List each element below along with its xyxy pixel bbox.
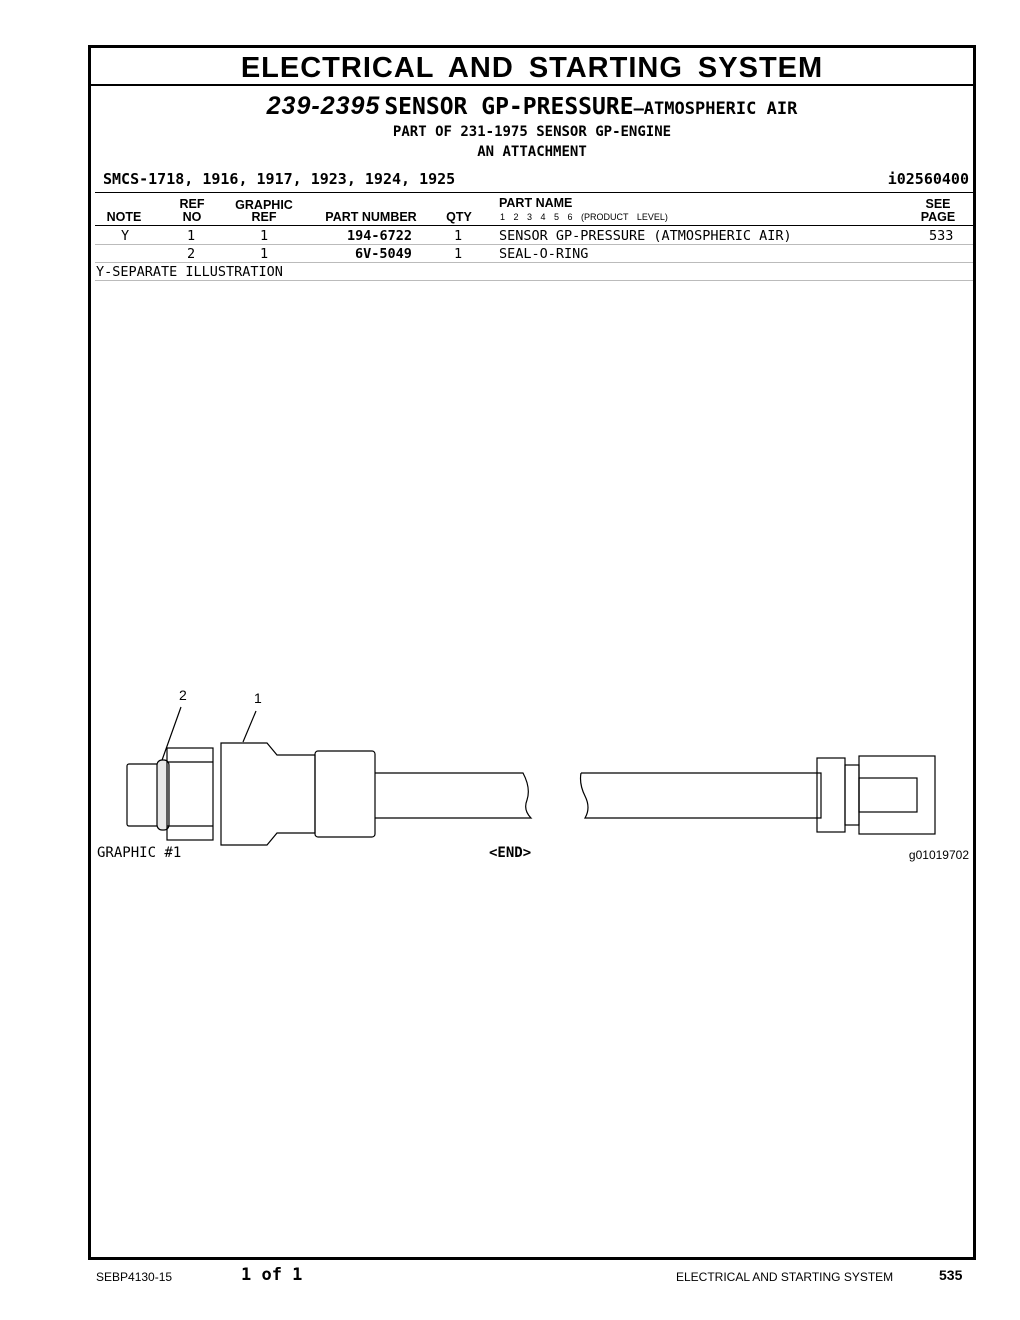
- header-see-page-2: PAGE: [920, 210, 956, 224]
- smcs-codes: SMCS-1718, 1916, 1917, 1923, 1924, 1925: [103, 170, 456, 188]
- group-heading: [91, 92, 973, 121]
- row-part-number: 6V-5049: [355, 246, 412, 262]
- attachment-line: AN ATTACHMENT: [477, 144, 587, 160]
- header-qty: QTY: [446, 210, 472, 224]
- end-label: <END>: [489, 845, 532, 861]
- divider: [95, 192, 973, 193]
- callout-2: 2: [179, 687, 187, 703]
- page-frame: [88, 45, 976, 1260]
- callout-1: 1: [254, 690, 262, 706]
- header-graphic-ref-2: REF: [251, 210, 277, 224]
- row-graphic-ref: 1: [260, 246, 269, 262]
- footer-section: ELECTRICAL AND STARTING SYSTEM: [676, 1270, 894, 1284]
- illustration-id: i02560400: [887, 170, 969, 188]
- group-part-number: 239-2395: [266, 92, 381, 120]
- row-qty: 1: [454, 246, 463, 262]
- header-graphic-ref-1: GRAPHIC: [235, 198, 293, 212]
- header-part-name: PART NAME: [499, 196, 573, 210]
- row-part-name: SENSOR GP-PRESSURE (ATMOSPHERIC AIR): [499, 228, 792, 244]
- divider: [95, 225, 973, 226]
- row-note: Y: [121, 228, 130, 244]
- footer-doc-number: SEBP4130-15: [96, 1270, 173, 1284]
- graphic-code: g01019702: [908, 848, 969, 862]
- row-see-page: 533: [929, 228, 954, 244]
- header-see-page-1: SEE: [925, 197, 951, 211]
- footer-page-of: 1 of 1: [241, 1265, 303, 1285]
- header-ref-no-1: REF: [179, 197, 205, 211]
- divider: [95, 262, 973, 263]
- header-part-number: PART NUMBER: [325, 210, 417, 224]
- part-of-line: PART OF 231-1975 SENSOR GP-ENGINE: [392, 124, 672, 140]
- header-product-levels: 1 2 3 4 5 6 (PRODUCT LEVEL): [500, 212, 668, 222]
- row-qty: 1: [454, 228, 463, 244]
- group-name: SENSOR GP-PRESSURE: [384, 94, 634, 120]
- section-title: ELECTRICAL AND STARTING SYSTEM: [91, 48, 973, 86]
- row-part-number: 194-6722: [347, 228, 413, 244]
- row-ref-no: 1: [187, 228, 196, 244]
- row-graphic-ref: 1: [260, 228, 269, 244]
- group-subname: —ATMOSPHERIC AIR: [633, 99, 798, 119]
- header-note: NOTE: [106, 210, 142, 224]
- sensor-illustration: [91, 678, 973, 848]
- header-ref-no-2: NO: [182, 210, 202, 224]
- table-footnote: Y-SEPARATE ILLUSTRATION: [96, 264, 283, 280]
- divider: [95, 280, 973, 281]
- divider: [95, 244, 973, 245]
- graphic-label: GRAPHIC #1: [97, 845, 182, 861]
- row-part-name: SEAL-O-RING: [499, 246, 589, 262]
- row-ref-no: 2: [187, 246, 196, 262]
- footer-page-number: 535: [939, 1267, 963, 1283]
